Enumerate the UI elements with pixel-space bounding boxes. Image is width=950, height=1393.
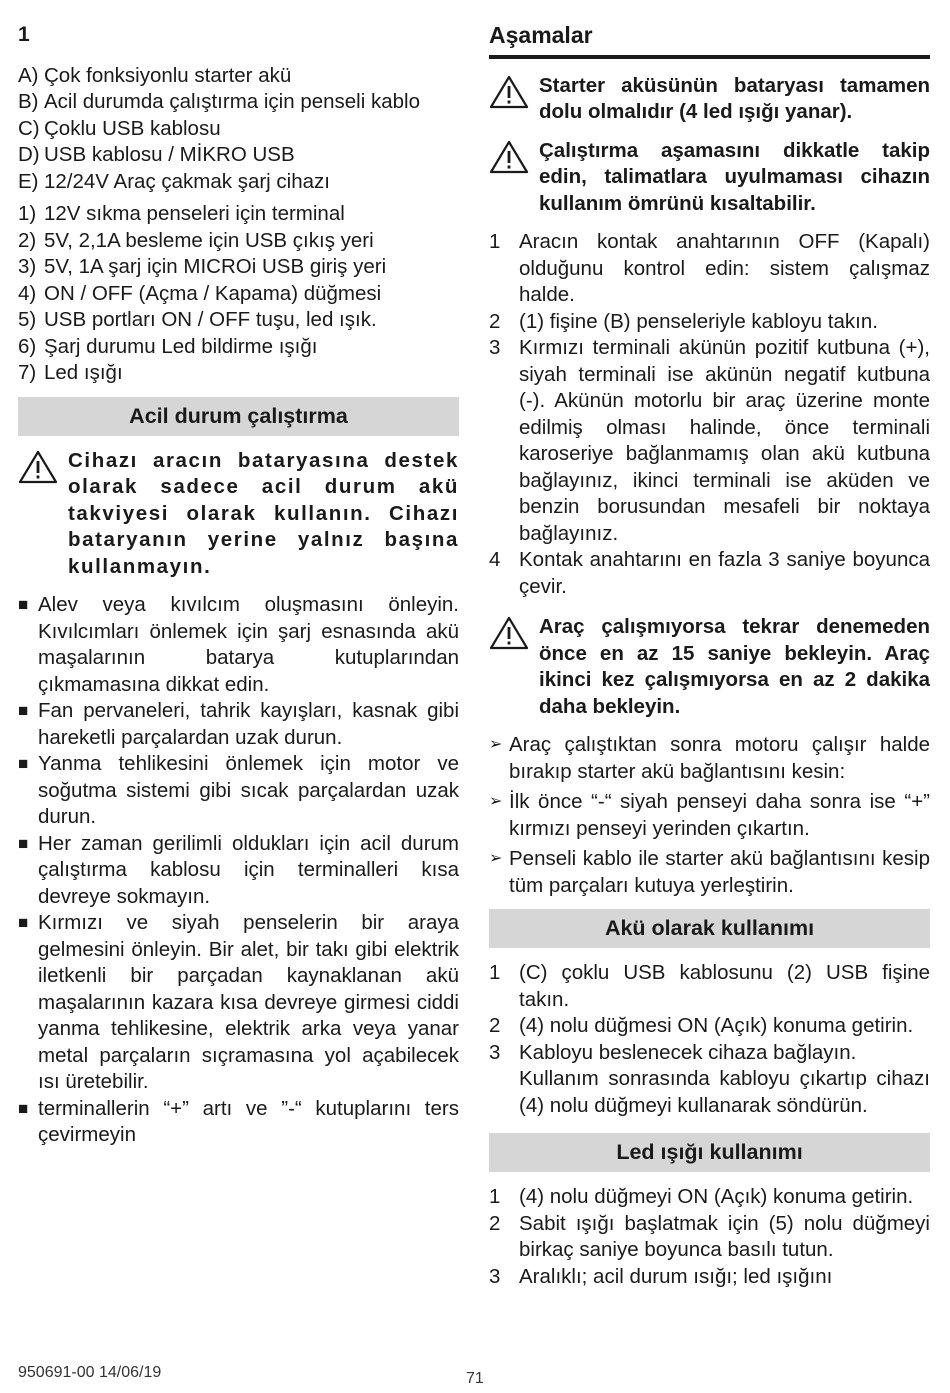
warning-icon	[489, 614, 539, 720]
list-item: 2 Sabit ışığı başlatmak için (5) nolu düğmeyi birkaç saniye boyunca basılı tutun.	[489, 1211, 930, 1261]
section-number: 1	[18, 23, 30, 46]
list-item: B) Acil durumda çalıştırma için penseli kablo	[18, 90, 420, 113]
square-bullet-icon: ■	[18, 833, 29, 853]
list-item: ■ Kırmızı ve siyah penselerin bir araya gelmesini önleyin. Bir alet, bir takı gibi elektrik iletkenli bir parçadan kaynaklanan akü maşalarının kazara kısa devreye girmesi ciddi yanma tehlikesine, elektrik arka veya yanar metal parçaların sıçramasına yol açabilecek ısı üretebilir.	[18, 910, 459, 1096]
document-code: 950691-00 14/06/19	[18, 1364, 162, 1381]
list-item: ➢ Penseli kablo ile starter akü bağlantısını kesip tüm parçaları kutuya yerleştirin.	[489, 846, 930, 899]
list-item: 5) USB portları ON / OFF tuşu, led ışık.	[18, 308, 377, 331]
list-item: 1 (C) çoklu USB kablosunu (2) USB fişine takın.	[489, 961, 930, 1011]
warning-icon	[18, 448, 68, 581]
list-item: 3) 5V, 1A şarj için MICROi USB giriş yeri	[18, 255, 387, 278]
list-item: 1 Aracın kontak anahtarının OFF (Kapalı) olduğunu kontrol edin: sistem çalışmaz halde.	[489, 230, 930, 306]
list-item: E) 12/24V Araç çakmak şarj cihazı	[18, 169, 330, 193]
left-column	[18, 18, 459, 1149]
list-item: ➢ İlk önce “-“ siyah penseyi daha sonra ise “+” kırmızı penseyi yerinden çıkartın.	[489, 789, 930, 842]
list-item: 3 Aralıklı; acil durum ısığı; led ışığını	[489, 1264, 833, 1288]
list-item: 2) 5V, 2,1A besleme için USB çıkış yeri	[18, 228, 374, 252]
list-item: D) USB kablosu / MİKRO USB	[18, 143, 295, 166]
list-item: Kullanım sonrasında kabloyu çıkartıp cihazı (4) nolu düğmeyi kullanarak söndürün.	[519, 1067, 930, 1117]
square-bullet-icon: ■	[18, 1098, 29, 1118]
arrow-bullet-icon: ➢	[489, 736, 503, 753]
page-number: 71	[466, 1370, 484, 1387]
list-item: ■ Her zaman gerilimli oldukları için acil durum çalıştırma kablosu için terminalleri kısa devreye sokmayın.	[18, 831, 459, 911]
square-bullet-icon: ■	[18, 754, 29, 773]
list-item: ■ Fan pervaneleri, tahrik kayışları, kasnak gibi hareketli parçalardan uzak durun.	[18, 698, 459, 751]
list-item: 2 (4) nolu düğmesi ON (Açık) konuma getirin.	[489, 1014, 914, 1037]
led-steps	[489, 1184, 930, 1290]
battery-steps	[489, 960, 930, 1119]
list-item: ➢ Araç çalıştıktan sonra motoru çalışır halde bırakıp starter akü bağlantısını kesin:	[489, 732, 930, 785]
emergency-warning: Cihazı aracın bataryasına destek olarak sadece acil durum akü takviyesi olarak kullanın. Cihazı bataryanın yerine yalnız başına kullanmayın.	[18, 448, 459, 581]
list-item: ■ Alev veya kıvılcım oluşmasını önleyin. Kıvılcımları önlemek için şarj esnasında akü maşalarının batarya kutuplarından çıkmamasına dikkat edin.	[18, 592, 459, 698]
arrow-bullet-icon: ➢	[489, 793, 503, 810]
list-item: ■ Yanma tehlikesini önlemek için motor ve soğutma sistemi gibi sıcak parçalardan uzak durun.	[18, 751, 459, 831]
square-bullet-icon: ■	[18, 701, 29, 720]
list-item: 6) Şarj durumu Led bildirme ışığı	[18, 334, 318, 358]
list-item: 3 Kabloyu beslenecek cihaza bağlayın.	[489, 1040, 857, 1064]
start-steps	[489, 229, 930, 600]
steps-title: Aşamalar	[489, 18, 930, 59]
emergency-heading: Acil durum çalıştırma	[18, 397, 459, 436]
square-bullet-icon: ■	[18, 595, 29, 614]
list-item: 7) Led ışığı	[18, 361, 123, 384]
battery-use-heading: Akü olarak kullanımı	[489, 909, 930, 948]
right-column	[489, 18, 930, 1290]
list-item: A) Çok fonksiyonlu starter akü	[18, 63, 292, 87]
list-item: 2 (1) fişine (B) penseleriyle kabloyu takın.	[489, 309, 878, 333]
list-item: 4 Kontak anahtarını en fazla 3 saniye boyunca çevir.	[489, 548, 930, 598]
parts-list	[18, 63, 459, 196]
components-list	[18, 201, 459, 387]
list-item: 1 (4) nolu düğmeyi ON (Açık) konuma getirin.	[489, 1185, 914, 1208]
list-item: 1) 12V sıkma penseleri için terminal	[18, 202, 345, 225]
warning-icon	[489, 73, 539, 126]
safety-bullets	[18, 592, 459, 1149]
arrow-bullet-icon: ➢	[489, 850, 503, 867]
list-item: 4) ON / OFF (Açma / Kapama) düğmesi	[18, 281, 382, 305]
procedure-warning: Çalıştırma aşamasını dikkatle takip edin, talimatlara uyulmaması cihazın kullanım ömrünü kısaltabilir.	[489, 138, 930, 218]
led-use-heading: Led ışığı kullanımı	[489, 1133, 930, 1172]
square-bullet-icon: ■	[18, 913, 29, 932]
charge-warning: Starter aküsünün bataryası tamamen dolu olmalıdır (4 led ışığı yanar).	[489, 73, 930, 126]
list-item: ■ terminallerin “+” artı ve ”-“ kutuplarını ters çevirmeyin	[18, 1096, 459, 1149]
list-item: 3 Kırmızı terminali akünün pozitif kutbuna (+), siyah terminali ise akünün negatif kutbuna (-). Akünün motorlu bir araç üzerine monte edilmiş olması halinde, önce terminali karoseriye bağlanmamış olan akü kutbuna bağlayınız, ikinci terminali ise aküden ve benzin borusundan mesafeli bir noktaya bağlayınız.	[489, 336, 930, 545]
after-start-notes	[489, 732, 930, 899]
warning-icon	[489, 138, 539, 218]
list-item: C) Çoklu USB kablosu	[18, 116, 221, 140]
retry-warning: Araç çalışmıyorsa tekrar denemeden önce en az 15 saniye bekleyin. Araç ikinci kez çalışmıyorsa en az 2 dakika daha bekleyin.	[489, 614, 930, 720]
